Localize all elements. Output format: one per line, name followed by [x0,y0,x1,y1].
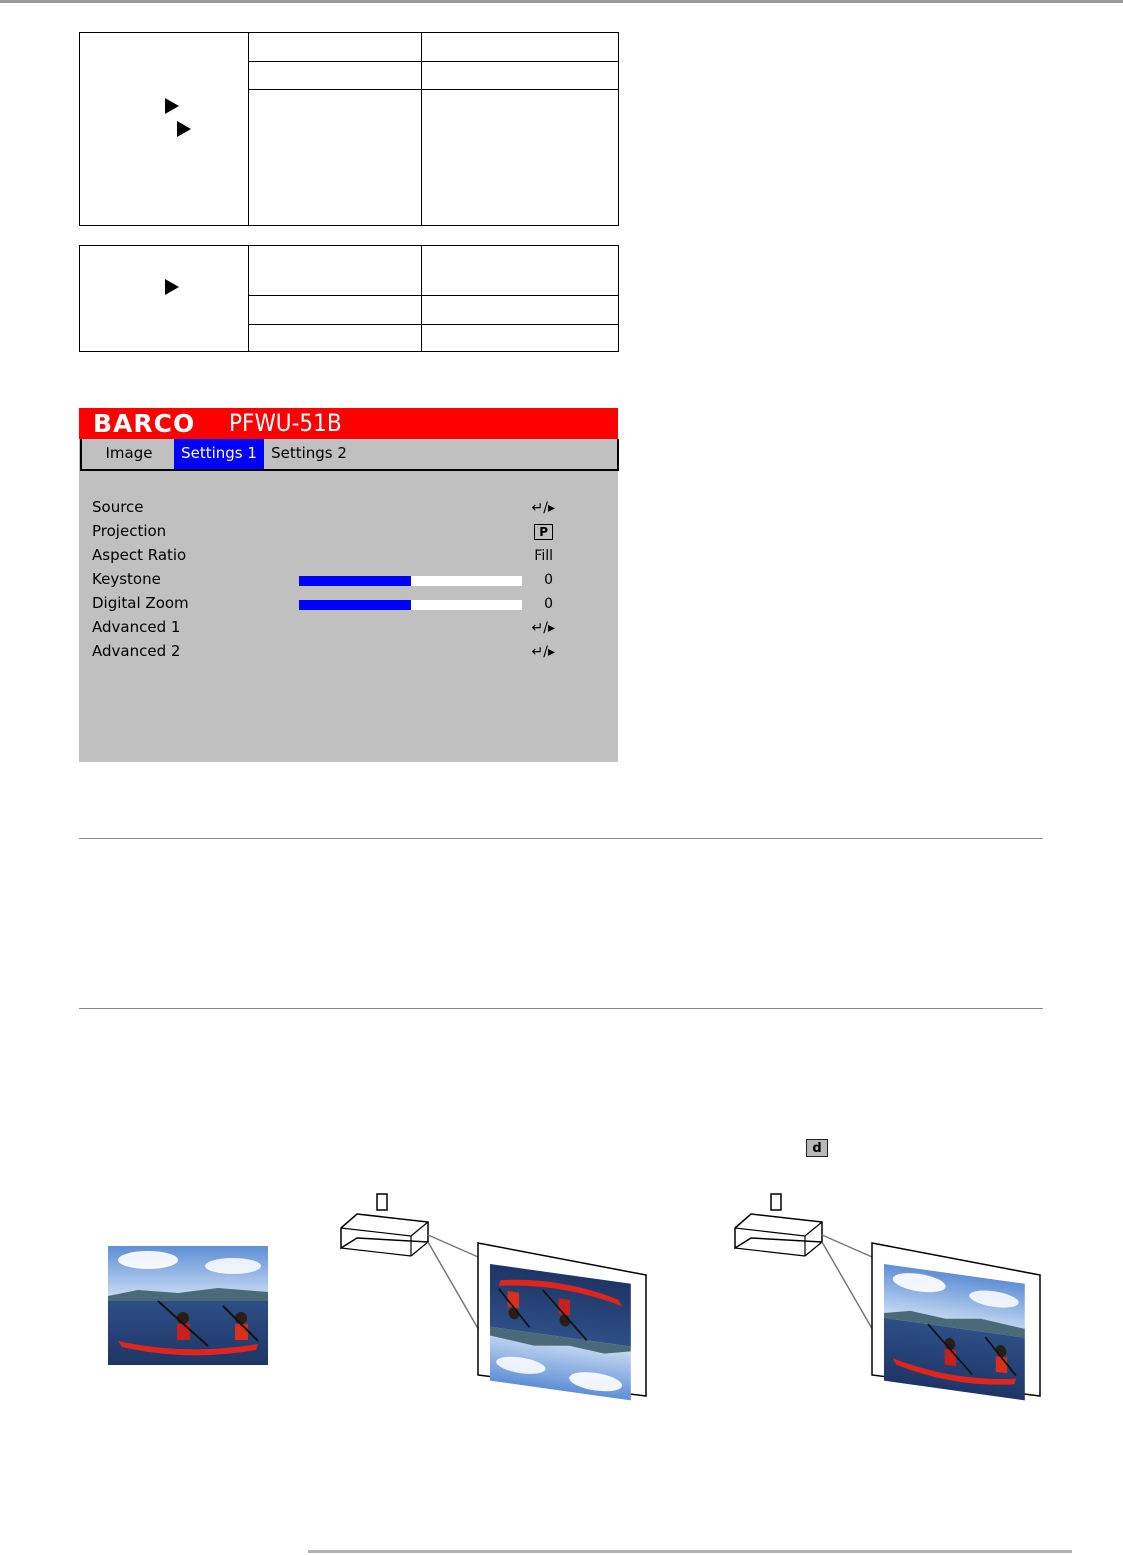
osd-tab-bar [80,439,619,471]
arrow-right-icon [165,279,179,295]
tab-image[interactable]: Image [105,444,153,462]
menu-item-projection[interactable]: Projection [92,522,167,540]
top-rule [0,0,1123,3]
digital-zoom-value: 0 [544,596,553,612]
table-cell [421,90,618,226]
table1-left-cell [80,33,249,226]
keystone-slider-fill [299,576,411,586]
inverted-image [490,1264,631,1400]
projection-illustrations [0,1180,1123,1420]
digital-zoom-slider[interactable] [299,600,522,610]
table-cell [249,33,421,62]
menu-item-advanced-1[interactable]: Advanced 1 [92,618,181,636]
barco-logo [93,410,195,437]
tab-settings-2[interactable]: Settings 2 [271,444,347,462]
bottom-rule [308,1550,1072,1553]
mirror-icon: d [806,1139,828,1157]
menu-item-advanced-2[interactable]: Advanced 2 [92,642,181,660]
table-cell [421,62,618,90]
table-cell [249,296,421,324]
spec-table-2 [79,245,619,352]
model-name: PFWU-51B [229,409,342,437]
menu-item-digital-zoom[interactable]: Digital Zoom [92,594,189,612]
projector-left [341,1194,646,1400]
table-cell [249,246,421,296]
projection-value [499,521,553,543]
table-cell [421,246,618,296]
enter-arrow-icon: ↵/▸ [531,620,555,636]
table-cell [249,62,421,90]
menu-item-source[interactable]: Source [92,498,144,516]
enter-arrow-icon: ↵/▸ [531,644,555,660]
keystone-value: 0 [544,572,553,588]
aspect-ratio-value: Fill [534,548,553,564]
table-cell [249,90,421,226]
menu-item-keystone[interactable]: Keystone [92,570,161,588]
arrow-right-icon [177,121,191,137]
keystone-slider[interactable] [299,576,522,586]
projection-p-icon: P [534,524,553,540]
brand-name: BARCO [93,409,196,438]
tab-settings-1[interactable]: Settings 1 [174,439,264,469]
kayak-photo [108,1246,268,1365]
table-cell [421,296,618,324]
osd-menu [79,408,618,762]
enter-arrow-icon: ↵/▸ [531,500,555,516]
menu-item-aspect-ratio[interactable]: Aspect Ratio [92,546,187,564]
projector-right [735,1194,1040,1400]
section-divider [79,1008,1043,1009]
normal-image [884,1264,1025,1400]
arrow-right-icon [165,98,179,114]
digital-zoom-slider-fill [299,600,411,610]
spec-table-1 [79,32,619,226]
table-cell [421,324,618,351]
osd-header [79,408,618,439]
table2-left-cell [80,246,249,352]
table-cell [421,33,618,62]
section-divider [79,838,1043,839]
table-cell [249,324,421,351]
